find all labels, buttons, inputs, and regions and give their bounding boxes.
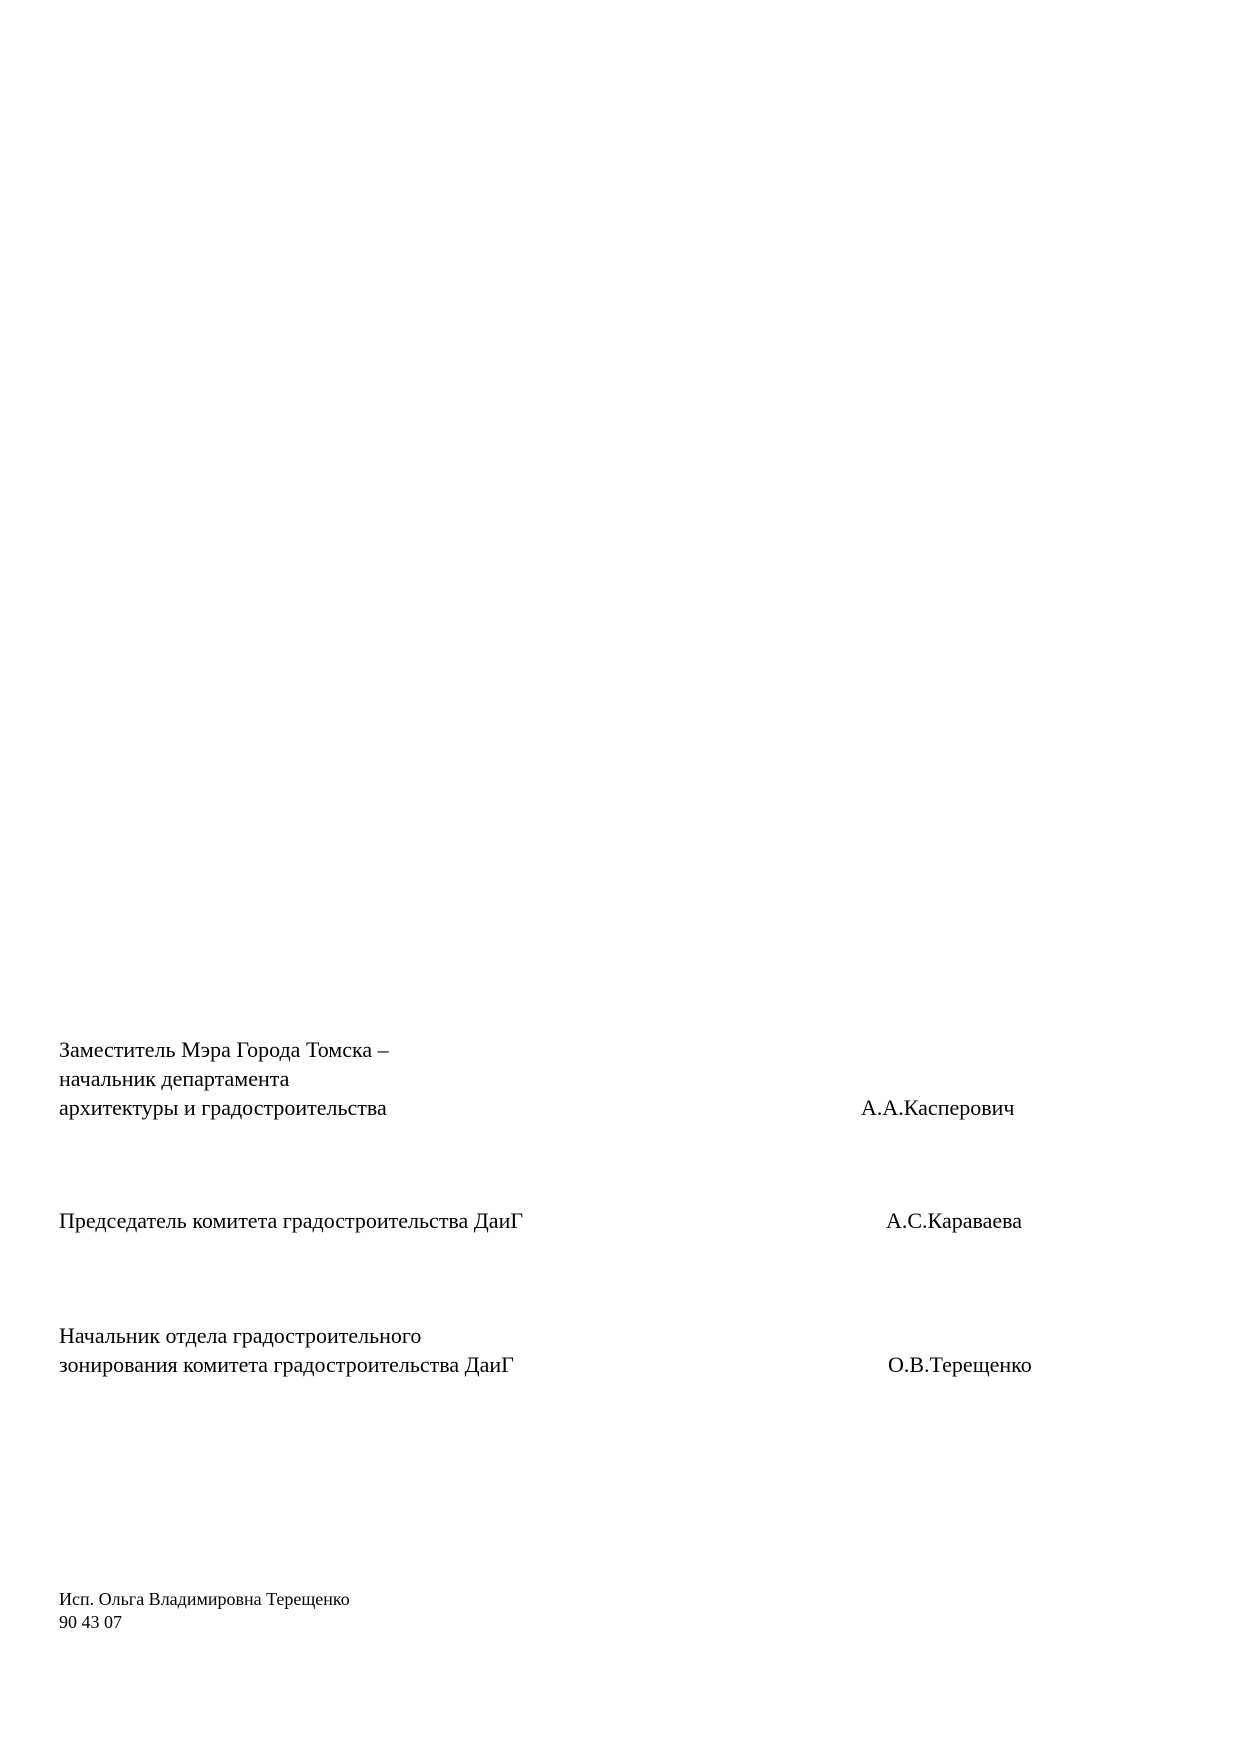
executor-footer xyxy=(59,1588,350,1634)
position-line: Председатель комитета градостроительства ДаиГ xyxy=(59,1208,524,1233)
position-line: Заместитель Мэра Города Томска – xyxy=(59,1037,389,1062)
executor-phone: 90 43 07 xyxy=(59,1612,122,1632)
executor-name: Исп. Ольга Владимировна Терещенко xyxy=(59,1589,350,1609)
position-line: начальник департамента xyxy=(59,1066,290,1091)
position-line: архитектуры и градостроительства xyxy=(59,1095,387,1120)
position-line: Начальник отдела градостроительного xyxy=(59,1323,422,1348)
position-line: зонирования комитета градостроительства ДаиГ xyxy=(59,1352,514,1377)
signature-position-committee-chair xyxy=(59,1206,523,1235)
signature-name-kasperovich: А.А.Касперович xyxy=(861,1095,1015,1120)
signature-position-deputy-mayor xyxy=(59,1035,389,1122)
signature-name-karavaeva: А.С.Караваева xyxy=(886,1208,1022,1233)
signature-position-zoning-head xyxy=(59,1321,514,1379)
signature-name-tereshchenko: О.В.Терещенко xyxy=(888,1352,1032,1377)
